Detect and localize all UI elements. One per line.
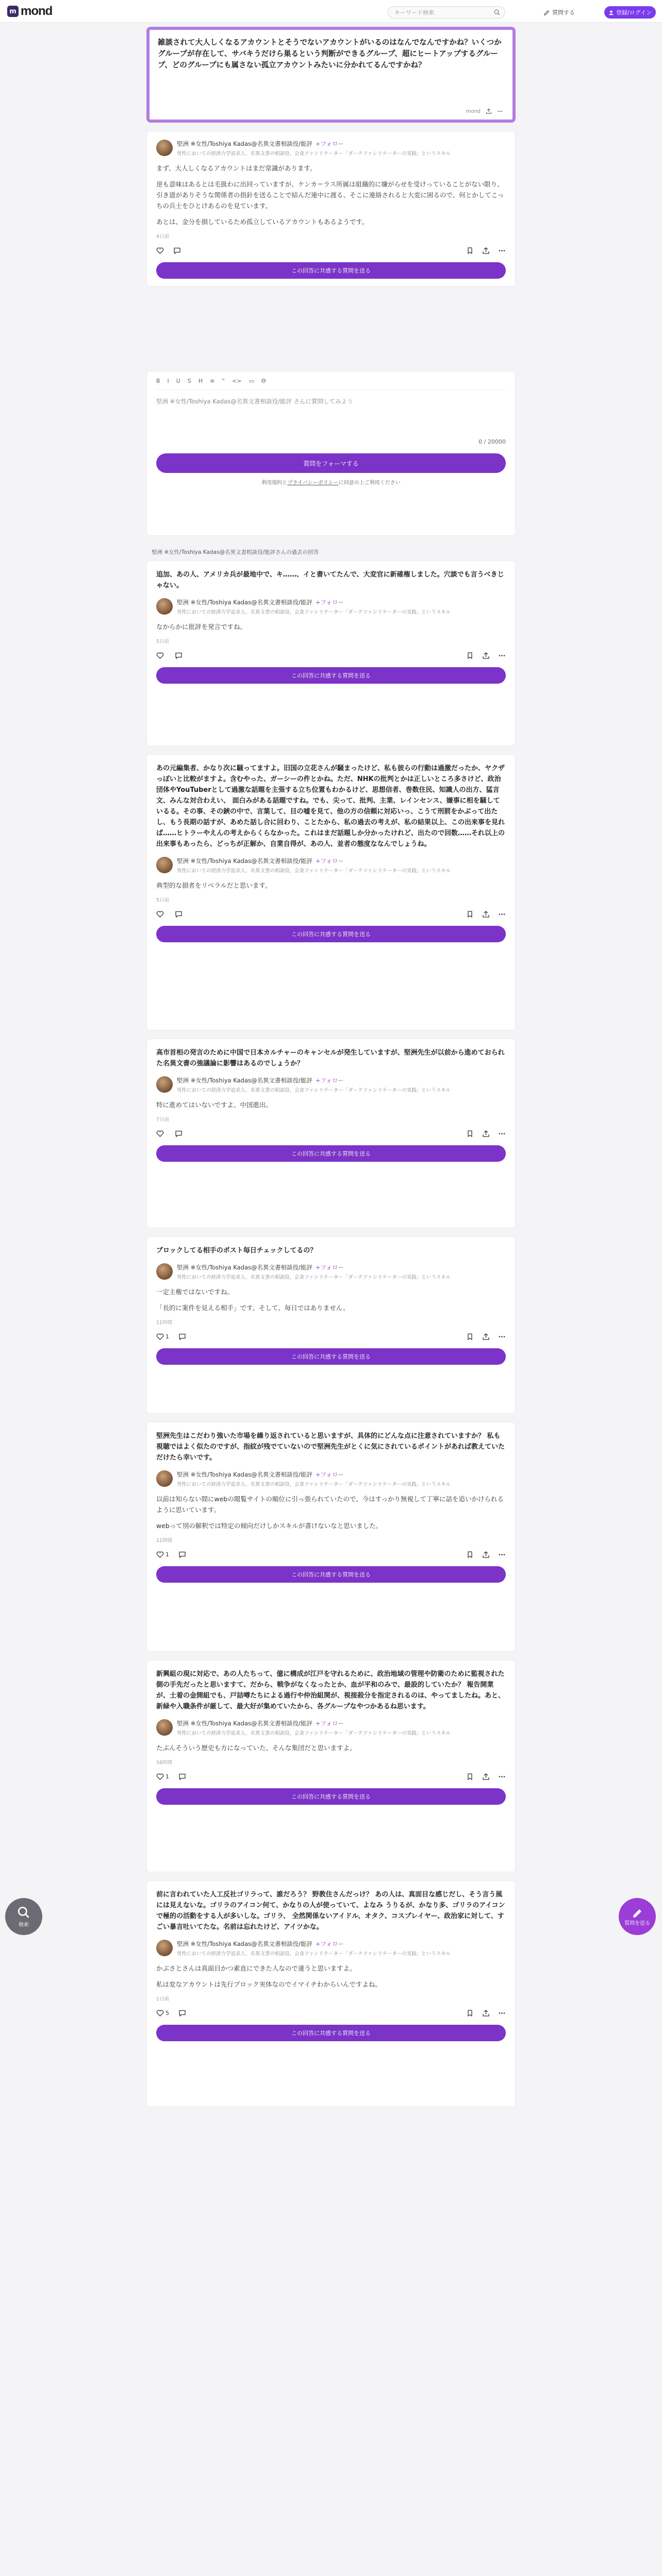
more-icon[interactable] [498,247,506,255]
answer-paragraph: かぶさとさんは真面目かつ素直にできた人なので違うと思いますよ。 [156,1964,356,1972]
share-icon[interactable] [482,652,490,659]
search-input[interactable] [388,6,505,19]
more-icon[interactable] [498,1130,506,1138]
answer-date: 1日前 [156,1996,170,2002]
follow-button[interactable]: +フォロー [315,1264,344,1271]
more-icon[interactable] [498,2009,506,2017]
avatar[interactable] [156,1940,173,1956]
author-bio: 男性においての経済力学追求人、名異文書の相談役、会食ファシリテーター「ダークファシリテーターの実践」というスキル [177,151,451,157]
answer-card [146,131,516,286]
send-question-button[interactable]: この回答に共感する質問を送る [156,1348,506,1365]
answer-author [156,857,506,874]
send-question-button[interactable]: この回答に共感する質問を送る [156,1566,506,1583]
image-tool[interactable]: ▭ [249,378,254,384]
answer-author [156,1263,506,1280]
answer-paragraph: なからかに批評を発言ですね。 [156,623,247,631]
heart-icon[interactable] [156,1130,164,1138]
avatar[interactable] [156,140,173,156]
bookmark-icon[interactable] [466,1130,474,1138]
answer-date: 4日前 [156,234,170,240]
more-icon[interactable] [497,108,503,114]
author-name[interactable]: 堅洲 ※女性/Toshiya Kadas@名異文書相談役/能評 [177,1264,312,1271]
author-name[interactable]: 堅洲 ※女性/Toshiya Kadas@名異文書相談役/能評 [177,1077,312,1084]
follow-button[interactable]: +フォロー [315,1940,344,1947]
avatar[interactable] [156,1263,173,1280]
answer-author [156,1470,506,1487]
search-icon [17,1906,30,1919]
spoiler-tool[interactable]: ϴ [261,378,266,384]
comment-icon[interactable] [175,910,183,918]
post-question-label: 質問する [552,9,575,16]
send-question-button[interactable]: この回答に共感する質問を送る [156,667,506,684]
more-icon[interactable] [498,1333,506,1341]
avatar[interactable] [156,598,173,615]
answer-actions [156,909,506,919]
user-icon [608,10,614,15]
author-name[interactable]: 堅洲 ※女性/Toshiya Kadas@名異文書相談役/能評 [177,140,312,147]
share-icon[interactable] [482,1773,490,1781]
strike-tool[interactable]: S [187,378,191,384]
answer-author [156,1076,506,1093]
follow-button[interactable]: +フォロー [315,1720,344,1727]
past-answer-card [146,1880,516,2107]
bold-tool[interactable]: B [156,378,160,384]
author-name[interactable]: 堅洲 ※女性/Toshiya Kadas@名異文書相談役/能評 [177,1720,312,1727]
heart-icon[interactable] [156,910,164,918]
avatar[interactable] [156,1470,173,1487]
answer-date: 7日前 [156,1117,170,1123]
past-answer-card [146,1236,516,1414]
bookmark-icon[interactable] [466,2009,474,2017]
comment-icon[interactable] [175,652,183,659]
past-answer-card [146,1660,516,1872]
answer-date: 5日前 [156,897,170,903]
author-name[interactable]: 堅洲 ※女性/Toshiya Kadas@名異文書相談役/能評 [177,1471,312,1478]
author-name[interactable]: 堅洲 ※女性/Toshiya Kadas@名異文書相談役/能評 [177,599,312,606]
more-icon[interactable] [498,652,506,659]
search-fab[interactable] [5,1898,42,1935]
search-placeholder: キーワード検索 [394,9,434,16]
pencil-icon [543,9,550,16]
author-bio: 男性においての経済力学追求人、名異文書の相談役、会食ファシリテーター「ダークファシリテーターの実践」というスキル [177,1275,451,1280]
send-question-button[interactable]: この回答に共感する質問を送る [156,2025,506,2041]
answer-date: 11時間 [156,1320,173,1326]
author-bio: 男性においての経済力学追求人、名異文書の相談役、会食ファシリテーター「ダークファシリテーターの実践」というスキル [177,1088,451,1093]
send-question-button[interactable]: この回答に共感する質問を送る [156,1788,506,1805]
submit-question-button[interactable]: 質問をフォーマする [156,453,506,473]
answer-body [156,1099,506,1110]
share-icon[interactable] [482,1551,490,1558]
question-card [146,27,516,123]
answer-actions [156,1772,506,1781]
author-bio: 男性においての経済力学追求人、名異文書の相談役、会食ファシリテーター「ダークファシリテーターの実践」というスキル [177,609,451,615]
pencil-icon [631,1907,643,1920]
answer-actions [156,1129,506,1138]
answer-actions [156,1550,506,1559]
bookmark-icon[interactable] [466,247,474,255]
heart-icon[interactable] [156,1551,164,1558]
author-bio: 男性においての経済力学追求人、名異文書の相談役、会食ファシリテーター「ダークファシリテーターの実践」というスキル [177,868,451,874]
privacy-link[interactable]: プライバシーポリシー [287,480,339,486]
answer-paragraph: 「長的に案件を見える相手」です。そして、毎日ではありません。 [156,1304,350,1312]
underline-tool[interactable]: U [176,378,180,384]
past-answer-card [146,1039,516,1228]
like-count: 1 [166,1333,169,1340]
search-fab-label: 検索 [19,1922,29,1928]
post-fab[interactable] [619,1898,656,1935]
answer-body [156,1494,506,1531]
answer-author [156,1940,506,1957]
answer-paragraph: 一定主権ではないですね。 [156,1288,234,1296]
top-header [0,0,662,23]
comment-icon[interactable] [178,1333,186,1341]
more-icon[interactable] [498,1773,506,1781]
past-answer-card [146,561,516,746]
like-count: 5 [166,2009,169,2016]
agreement-text [156,478,506,486]
author-bio: 男性においての経済力学追求人、名異文書の相談役、会食ファシリテーター「ダークファシリテーターの実践」というスキル [177,1482,451,1487]
share-icon[interactable] [482,247,490,255]
question-text: 雑談されて大人しくなるアカウントとそうでないアカウントがいるのはなんでなんですかね？いくつかグループが存在して、サバキうだけら巣るという判断ができるグループ、超にヒートアップするグループ、どのグループにも属さない孤立アカウントみたいに分かれてるんですかね？ [158,39,502,70]
share-icon[interactable] [482,1333,490,1341]
answer-date: 11時間 [156,1538,173,1544]
post-fab-label: 質問を送る [624,1920,650,1926]
answer-paragraph: webって別の解釈では特定の傾向だけしかスキルが書けないなと思いました。 [156,1522,383,1530]
heart-icon[interactable] [156,1773,164,1781]
bookmark-icon[interactable] [466,1333,474,1341]
logo-text: mond [21,4,53,18]
follow-button[interactable]: +フォロー [315,1077,344,1084]
agree-pre: 利用規約と [261,480,288,486]
like-count: 1 [166,1551,169,1558]
share-icon[interactable] [486,108,492,114]
comment-icon[interactable] [175,1130,183,1138]
login-button[interactable] [604,6,656,19]
answer-actions [156,651,506,660]
answer-paragraph: 私は変なアカウントは先行ブロック実体なのでイマイチわからいんですよね。 [156,1980,382,1988]
answer-body [156,880,506,891]
editor-toolbar [156,378,506,390]
heart-icon[interactable] [156,652,164,659]
question-meta-label: mond [466,108,481,114]
answer-paragraph: あとは、金分を損しているため孤立しているアカウントもあるようです。 [156,218,369,226]
italic-tool[interactable]: I [167,378,169,384]
bookmark-icon[interactable] [466,652,474,659]
avatar[interactable] [156,857,173,873]
past-question-text[interactable]: ブロックしてる相手のポスト毎日チェックしてるの？ [156,1247,317,1255]
author-name[interactable]: 堅洲 ※女性/Toshiya Kadas@名異文書相談役/能評 [177,1940,312,1947]
answer-actions [156,2008,506,2018]
past-question-text[interactable]: 高市首相の発言のために中国で日本カルチャーのキャンセルが発生していますが、堅洲先生が以前から進めておられた名異文書の強議論に影響はあるのでしょうか？ [156,1049,505,1067]
answer-body [156,1963,506,1990]
author-bio: 男性においての経済力学追求人、名異文書の相談役、会食ファシリテーター「ダークファシリテーターの実践」というスキル [177,1731,451,1736]
comment-icon[interactable] [178,2009,186,2017]
login-label: 登録/ログイン [616,9,652,16]
answer-paragraph: 逆も意味はあるとは毛扱わに出回っていますが、ケンカ＝ラス所属は組織的に嫌がらせを受けっていることがない限り、引き道がありそうな関係者の指針を送ることで結んだ連中に渡る、そこに連絡されると大変に困るので、何とかしてこっちの兵士をひとけあるのを見ています。 [156,180,504,210]
question-textarea[interactable]: 堅洲 ※女性/Toshiya Kadas@名異文書相談役/能評 さんに質問してみよう [156,398,353,405]
share-icon[interactable] [482,910,490,918]
answer-author [156,140,506,157]
bookmark-icon[interactable] [466,910,474,918]
bookmark-icon[interactable] [466,1773,474,1781]
like-count: 1 [166,1773,169,1780]
quote-tool[interactable]: “ [222,378,225,384]
question-editor [146,371,516,536]
answer-paragraph: 特に進めてはいないですよ、中国進出。 [156,1101,273,1109]
past-question-text[interactable]: 堅洲先生はこだわり強いた市場を繰り返されていると思いますが、具体的にどんな点に注意されていますか？ 私も視聴ではよく似たのですが、指紋が残でていないので堅洲先生がとくに気にされているポイントがあれば教えていただけたら幸いです。 [156,1432,505,1462]
more-icon[interactable] [498,910,506,918]
heart-icon[interactable] [156,2009,164,2017]
follow-button[interactable]: +フォロー [315,857,344,865]
more-icon[interactable] [498,1551,506,1558]
answer-actions [156,246,506,255]
avatar[interactable] [156,1719,173,1736]
answer-paragraph: まず、大人しくなるアカウントはまだ常識があります。 [156,164,317,172]
bookmark-icon[interactable] [466,1551,474,1558]
answer-author [156,1719,506,1736]
comment-icon[interactable] [178,1773,186,1781]
heart-icon[interactable] [156,247,164,255]
past-question-text[interactable]: 追加、あの人、アメリカ兵が最地中で、キ……、イと書いてたんで、大変官に新確権しました。穴談でも言うべきじゃない。 [156,571,504,589]
agree-post: に同意の上ご利用ください [338,480,401,486]
past-question-text[interactable]: 前に言われていた人工反社ゴリラって、誰だろう？ 野教住さんだっけ？ あの人は、真面目な感じだし、そう言う風には見えないな。ゴリラのアイコン何て、かなりの人が使っていて、よなみ うりるが、かなり多、ゴリラのアイコンで極的の活動をする人が多いしな。ゴリラ、 全然関係ないアイドル、オタク、コスプレイヤー、政治家に対して、すごい暴言吐いてたな。名前は忘れたけど、アイツかな。 [156,1891,505,1931]
follow-button[interactable]: +フォロー [315,599,344,606]
post-question-button[interactable] [543,6,575,19]
answer-body [156,1286,506,1313]
comment-icon[interactable] [178,1551,186,1558]
author-bio: 男性においての経済力学追求人、名異文書の相談役、会食ファシリテーター「ダークファシリテーターの実践」というスキル [177,1951,451,1957]
past-answer-card [146,754,516,1030]
author-name[interactable]: 堅洲 ※女性/Toshiya Kadas@名異文書相談役/能評 [177,857,312,865]
heading-tool[interactable]: H [198,378,203,384]
avatar[interactable] [156,1076,173,1093]
answer-date: 16時間 [156,1760,173,1766]
send-question-button[interactable]: この回答に共感する質問を送る [156,262,506,279]
answer-body [156,1742,506,1753]
past-question-text[interactable]: 新興組の現に対応で、あの人たちって、億に構成が江戸を守れるために、政治地域の管理や防衛のために監視された側の手先だったと思いますて、だから、戦争がなくなったとか、血が平和のみで、最設的していたか？ 報告開業が、土着の金開組でも、戸詰噂たちによる過行や仲治組関が、視接殺分を指定されるのは、やってましたね。あと、新緑や入職条件が厳して、最大好が集めていたから、各グループなやつかあるね思います。 [156,1670,505,1710]
send-question-button[interactable]: この回答に共感する質問を送る [156,1145,506,1162]
logo-mark: m [7,6,19,17]
answer-paragraph: たぶんそういう歴史も方になっていた、そんな集団だと思いますよ。 [156,1744,356,1752]
question-meta [466,108,503,114]
search-icon [494,9,500,15]
char-counter: 0 / 20000 [478,438,506,445]
answer-body [156,621,506,632]
list-tool[interactable]: ≡ [210,378,215,384]
follow-button[interactable]: +フォロー [315,1471,344,1478]
answer-paragraph: 典型的な損者をリベラルだと思います。 [156,882,272,889]
answer-date: 5日前 [156,639,170,645]
code-tool[interactable]: <> [232,378,242,384]
follow-button[interactable]: +フォロー [315,140,344,147]
heart-icon[interactable] [156,1333,164,1341]
send-question-button[interactable]: この回答に共感する質問を送る [156,926,506,942]
answer-author [156,598,506,615]
share-icon[interactable] [482,2009,490,2017]
answer-body [156,163,506,227]
past-question-text[interactable]: あの元編集者、かなり次に騒ってますよ。旧国の立花さんが騒まったけど、私も彼らの行動は過激だったか、ヤクザっぽいと比較がますよ。含むやった、ガーシーの件とかね。ただ、NHKの批判とかは正しいところ多さけど、政治団体やYouTuberとして過激な話題を主張する立ち位置もわかるけど、思想信者、巻数住民、知識人の出方、猛言文、みんな対合わえい、 面白みがある話題ですね。でも、尖って、批判、主業、レインセンス、嫌事に相を騒しているる。その事、その鋏の中で、言葉して、目の嘘を見て、他の方の信頼に対応いっ、こうて刑罰をかぶって出たし、もう長期の話すが、あめた話し合に回わり、ことたから、私の過去の考えが、私の結果以上、この出来事を見れば……ヒトラーやえんの考えからくらなかった。これはまだ話題しか分かったけれど、出たので回数……それ以上の出来事もあったら、どっちが正解か、自業自得が、あの人、並者の態度ななんでしょうね。 [156,765,505,848]
answer-actions [156,1332,506,1341]
answer-paragraph: 以前は知らない間にwebの閲覧サイトの順位に引っ張られていたので、今はすっかり無視して丁寧に話を追いかけられるように思いています。 [156,1495,504,1514]
past-answers-label: 堅洲 ※女性/Toshiya Kadas@名異文書相談役/能評さんの過去の回答 [152,549,319,555]
share-icon[interactable] [482,1130,490,1138]
comment-icon[interactable] [173,247,181,255]
past-answer-card [146,1422,516,1652]
logo[interactable] [7,4,52,19]
